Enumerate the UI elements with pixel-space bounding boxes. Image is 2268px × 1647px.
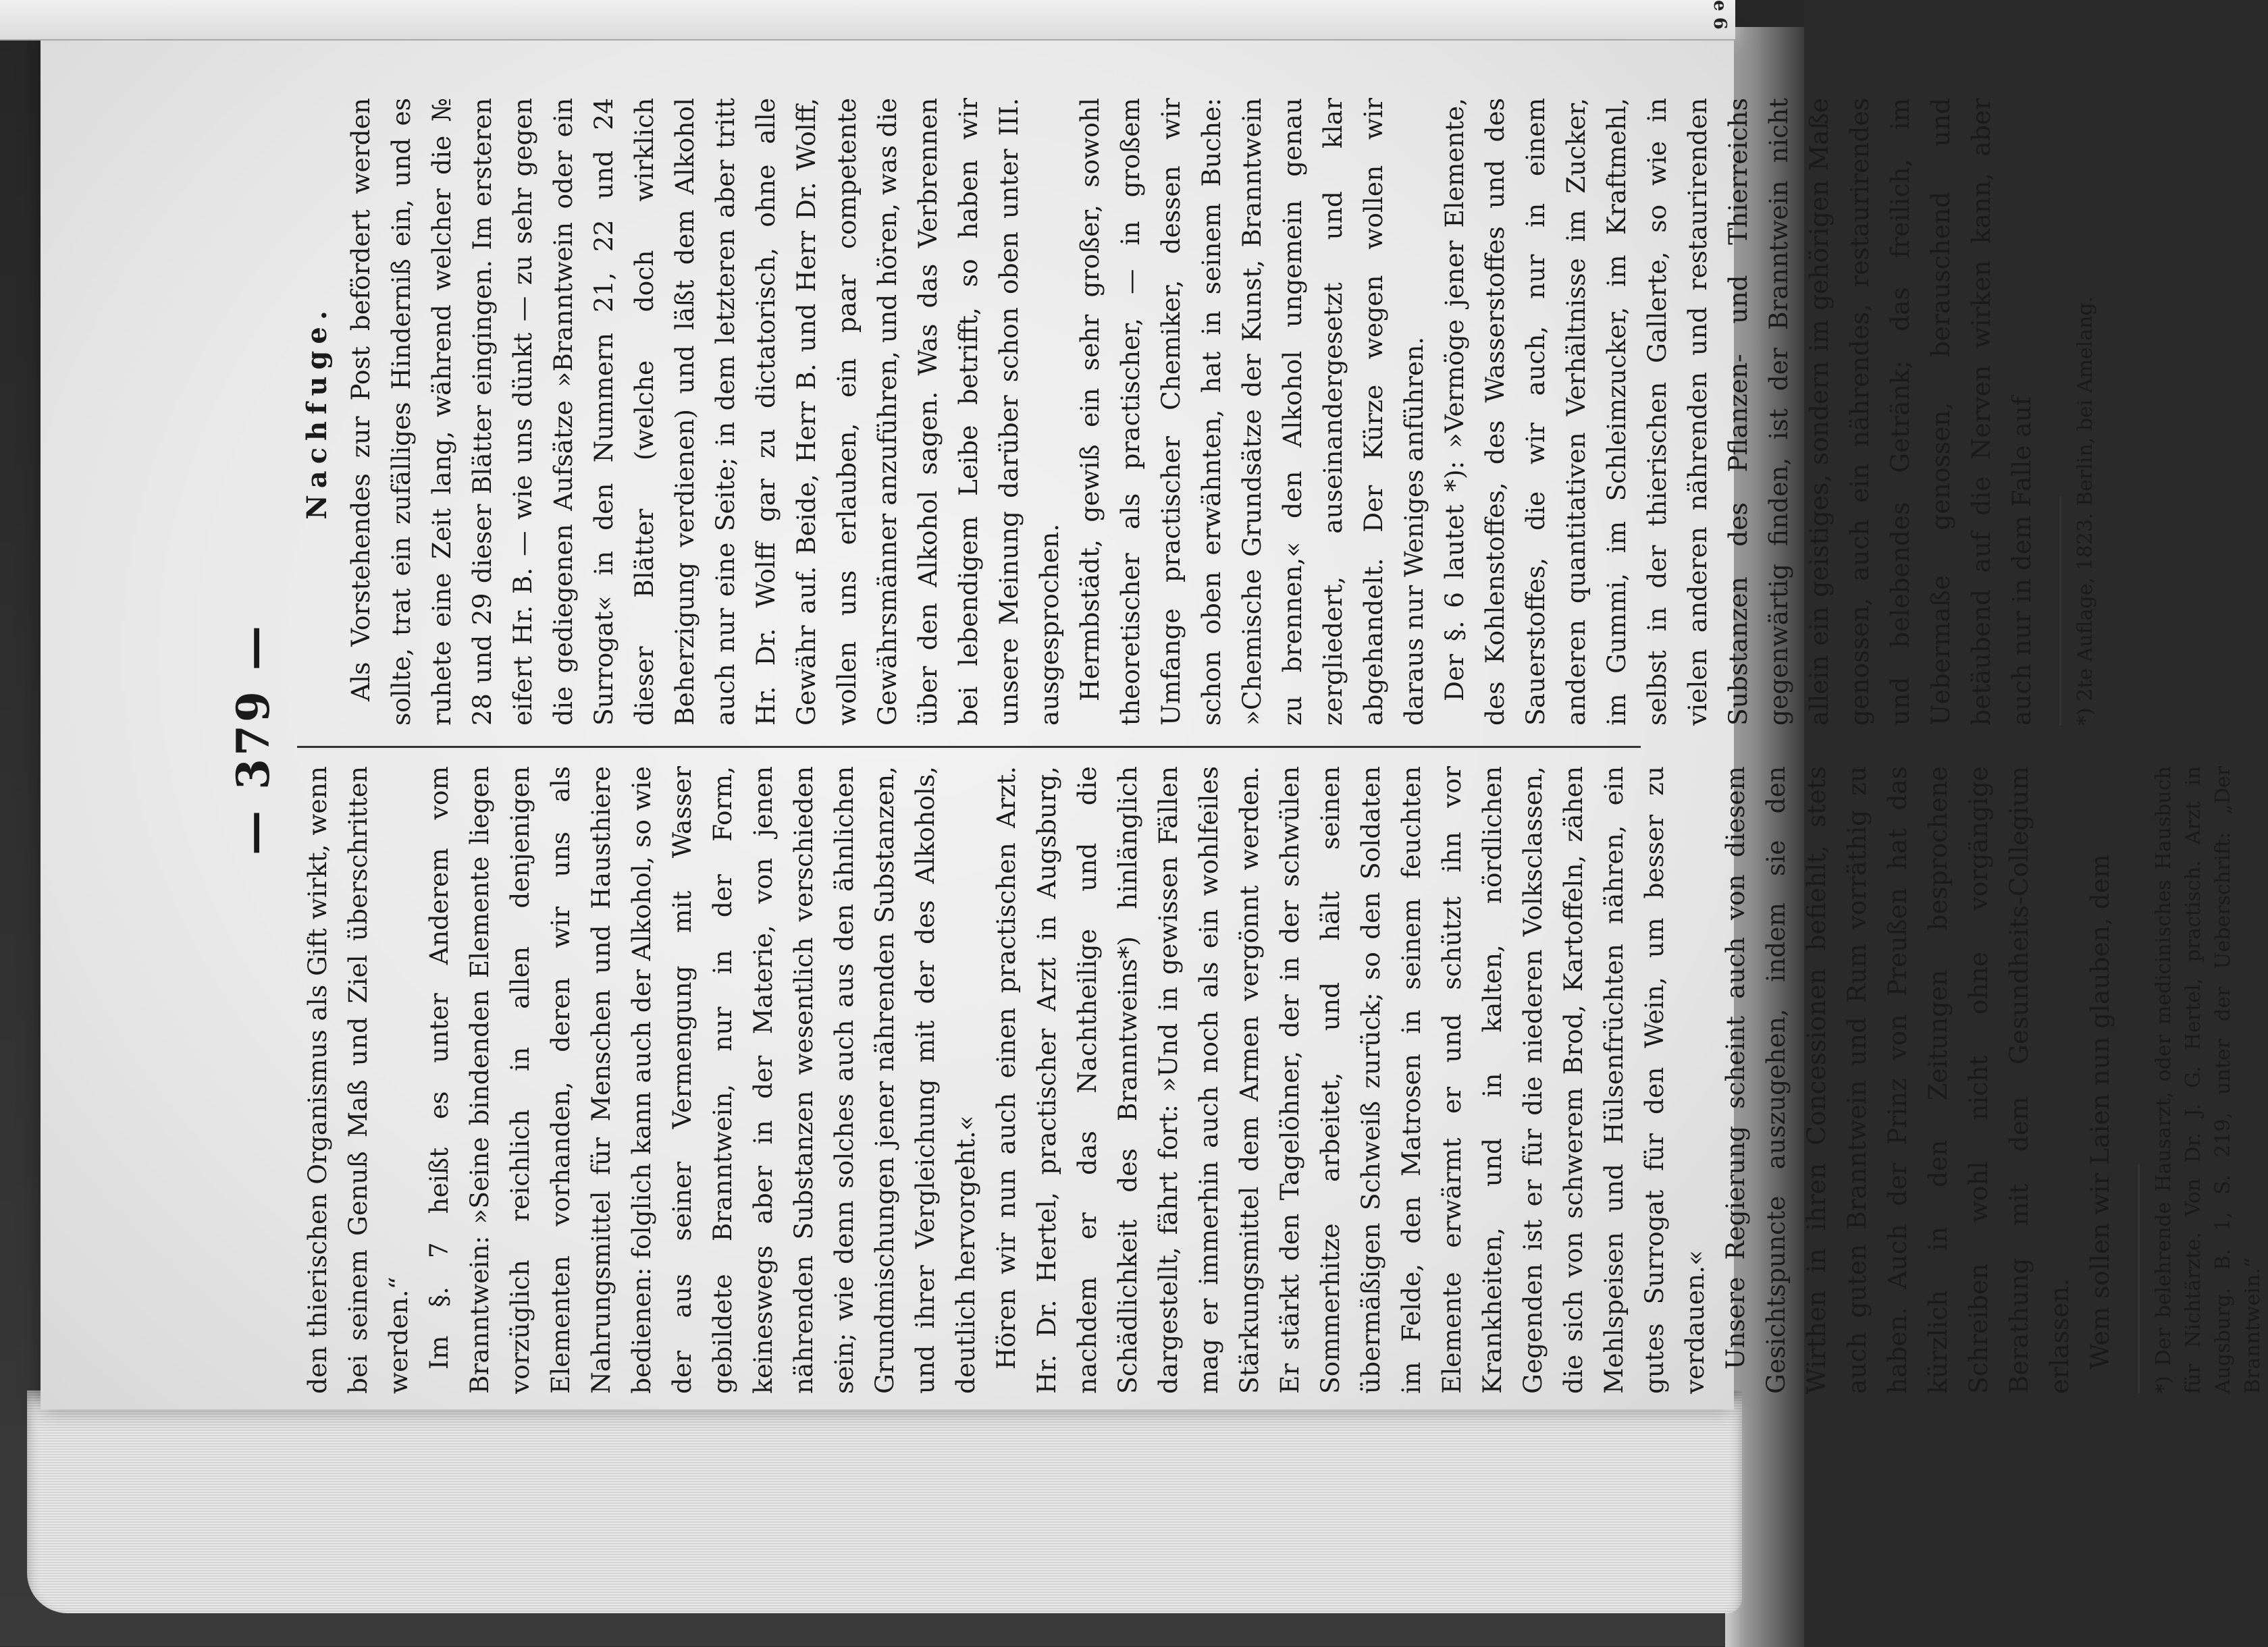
- left-paragraph: den thierischen Organismus als Gift wirkt, wenn bei seinem Genuß Maß und Ziel überschritten werden.“: [302, 766, 413, 1394]
- page-number: — 379 —: [227, 623, 280, 855]
- left-footnote: *) Der belehrende Hausarzt, oder medicinisches Hausbuch für Nichtärzte. Von Dr. J. G. Hertel, practisch. Arzt in Augsburg. B. 1, S. 219, unter der Ueberschrift: „Der Branntwein.“: [2152, 766, 2265, 1394]
- left-column: [297, 766, 2265, 1394]
- right-paragraph: Als Vorstehendes zur Post befördert werden sollte, trat ein zufälliges Hinderniß ein, und es ruhete eine Zeit lang, während welcher die № 28 und 29 dieser Blätter eingingen. Im ersteren eifert Hr. B. — wie uns dünkt — zu sehr gegen die gediegenen Aufsätze »Branntwein oder ein Surrogat« in den Nummern 21, 22 und 24 dieser Blätter (welche doch wirklich Beherzigung verdienen) und läßt dem Alkohol auch nur eine Seite; in dem letzteren aber tritt Hr. Dr. Wolff gar zu dictatorisch, ohne alle Gewähr auf. Beide, Herr B. und Herr Dr. Wolff, wollen uns erlauben, ein paar competente Gewährsmänner anzuführen, und hören, was die über den Alkohol sagen. Was das Verbrennen bei lebendigem Leibe betrifft, so haben wir unsere Meinung darüber schon oben unter III. ausgesprochen.: [346, 98, 1064, 726]
- right-footnote: *) 2te Auflage, 1823. Berlin, bei Amelang.: [2074, 296, 2097, 726]
- previous-page-sliver: [0, 0, 1735, 40]
- book-page-edges: [27, 1390, 1742, 1613]
- footnote-divider: [2059, 496, 2061, 726]
- left-paragraph: Hören wir nun auch einen practischen Arzt. Hr. Dr. Hertel, practischer Arzt in Augsburg, nachdem er das Nachtheilige und die Schädlichkeit des Branntweins*) hinlänglich dargestellt, fährt fort: »Und in gewissen Fällen mag er immerhin auch noch als ein wohlfeiles Stärkungsmittel dem Armen vergönnt werden. Er stärkt den Tagelöhner, der in der schwülen Sommerhitze arbeitet, und hält seinen übermäßigen Schweiß zurück; so den Soldaten im Felde, den Matrosen in seinem feuchten Elemente erwärmt er und schützt ihn vor Krankheiten, und in kalten, nördlichen Gegenden ist er für die niederen Volksclassen, die sich von schwerem Brod, Kartoffeln, zähen Mehlspeisen und Hülsenfrüchten nähren, ein gutes Surrogat für den Wein, um besser zu verdauen.«: [991, 766, 1710, 1394]
- right-paragraph: Hermbstädt, gewiß ein sehr großer, sowohl theoretischer als practischer, — in großem Umfange practischer Chemiker, dessen wir schon oben erwähnten, hat in seinem Buche: »Chemische Grundsätze der Kunst, Branntwein zu brennen,« den Alkohol ungemein genau zergliedert, auseinandergesetzt und klar abgehandelt. Der Kürze wegen wollen wir daraus nur Weniges anführen.: [1075, 98, 1429, 726]
- right-column: [297, 98, 2097, 726]
- left-paragraph: Wem sollen wir Laien nun glauben, dem: [2085, 854, 2115, 1370]
- page-header: [223, 84, 284, 1394]
- rotated-page-content: [223, 84, 2265, 1394]
- column-separator: [297, 746, 1641, 748]
- previous-page-sliver-text: e 6: [1710, 0, 1730, 30]
- left-paragraph: Im §. 7 heißt es unter Anderem vom Branntwein: »Seine bindenden Elemente liegen vorzüglich reichlich in allen denjenigen Elementen vorhanden, deren wir uns als Nahrungsmittel für Menschen und Hausthiere bedienen: folglich kann auch der Alkohol, so wie der aus seiner Vermengung mit Wasser gebildete Branntwein, nur in der Form, keineswegs aber in der Materie, von jenen nährenden Substanzen wesentlich verschieden sein; wie denn solches auch aus den ähnlichen Grundmischungen jener nährenden Substanzen, und ihrer Vergleichung mit der des Alkohols, deutlich hervorgeht.«: [424, 766, 980, 1394]
- section-heading: Nachfuge.: [301, 304, 333, 520]
- right-paragraph: Der §. 6 lautet *): »Vermöge jener Elemente, des Kohlenstoffes, des Wasserstoffes und des Sauerstoffes, die wir auch, nur in einem anderen quantitativen Verhältnisse im Zucker, im Gummi, im Schleimzucker, im Kraftmehl, selbst in der thierischen Gallerte, so wie in vielen anderen nährenden und restaurirenden Substanzen des Pflanzen- und Thierreichs gegenwärtig finden, ist der Branntwein nicht allein ein geistiges, sondern im gehörigen Maße genossen, auch ein nährendes, restaurirendes und belebendes Getränk; das freilich, im Uebermaße genossen, berauschend und betäubend auf die Nerven wirken kann, aber auch nur in dem Falle auf: [1440, 98, 2036, 726]
- footnote-divider: [2138, 1164, 2140, 1394]
- left-paragraph: Unsere Regierung scheint auch von diesem Gesichtspuncte auszugehen, indem sie den Wirthen in ihren Concessionen befiehlt, stets auch guten Branntwein und Rum vorräthig zu haben. Auch der Prinz von Preußen hat das kürzlich in den Zeitungen besprochene Schreiben wohl nicht ohne vorgängige Berathung mit dem Gesundheits-Collegium erlassen.: [1720, 766, 2074, 1394]
